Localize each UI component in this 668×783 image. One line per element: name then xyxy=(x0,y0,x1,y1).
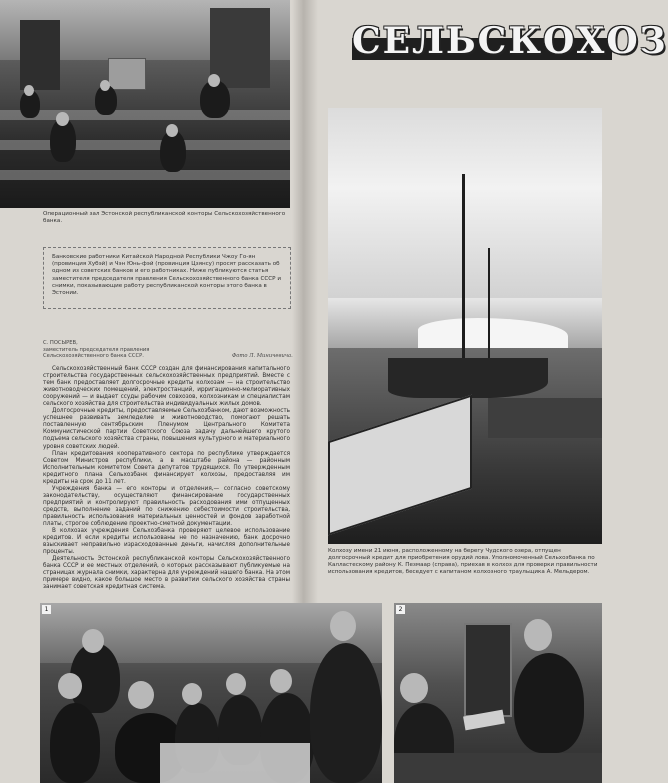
article-paragraph: План кредитования кооперативного сектора по республике утверждается Советом Министров республики, а в масштабе района — районным Исполнительным комитетом Совета депутатов трудящихся. По утвержденным кредитного плана Сельхозбанк финансирует колхозы, предоставляя им кредиты на срок до 11 лет. xyxy=(43,450,290,485)
bank-meeting-photo xyxy=(40,603,382,783)
headline: СЕЛЬСКОХОЗ xyxy=(352,20,668,62)
article-paragraph: В колхозах учреждения Сельхозбанка проверяют целевое использование кредитов. И если кредиты использованы не по назначению, банк досрочно взыскивает неправильно израсходованные деньги, начисляя дополнительные проценты. xyxy=(43,528,290,556)
photo-number-badge: 1 xyxy=(42,605,51,614)
article-paragraph: Долгосрочные кредиты, предоставляемые Сельхозбанком, дают возможность успешнее развивать земледелие и животноводство, помогают решать поставленную сентябрьским Пленумом Центрального Комитета Коммунистической партии Советского Союза задачу дальнейшего крутого подъема сельского хозяйства страны, повышения культурного и материального уровня советских людей. xyxy=(43,408,290,450)
article-paragraph: Сельскохозяйственный банк СССР создан для финансирования капитального строительства государственных сельскохозяйственных предприятий. Вместе с тем банк предоставляет долгосрочные кредиты колхозам — на строительство животноводческих помещений, электростанций, ирригационно-мелиоративных сооружений — и выдает ссуды рабочим совхозов, колхозникам и специалистам сельского хозяйства для строительства индивидуальных жилых домов. xyxy=(43,366,290,408)
article-paragraph: Деятельность Эстонской республиканской конторы Сельскохозяйственного банка СССР и ее местных отделений, о которых рассказывают публикуемые на страницах журнала снимки, характерна для учреждений нашего банка. На этом примере видно, какое большое место в развитии сельского хозяйства страны занимает советская кредитная система. xyxy=(43,556,290,591)
lake-boat-photo xyxy=(328,108,602,544)
author-name: С. ПОСЫРЕВ, xyxy=(43,340,78,346)
photo-credit: Фото Л. Миничевича. xyxy=(232,353,293,359)
author-title: заместитель председателя правления Сельскохозяйственного банка СССР. xyxy=(43,346,150,359)
article-body xyxy=(43,366,290,592)
office-photo xyxy=(0,0,290,208)
article-paragraph: Учреждения банка — его конторы и отделения,— согласно советскому законодательству, осуществляют финансирование государственных предприятий и контролируют правильность расходования ими отпущенных средств, выполнение заданий по снижению себестоимости строительства, правильность использования материальных ценностей и фондов заработной платы, строгое соблюдение проектно-сметной документации. xyxy=(43,485,290,528)
bank-counter-photo xyxy=(394,603,602,783)
office-photo-caption: Операционный зал Эстонской республиканской конторы Сельскохозяйственного банка. xyxy=(43,211,286,224)
intro-box: Банковские работники Китайской Народной Республики Чжоу Го-ян (провинция Хубэй) и Чэн Юнь-фэй (провинция Цзянсу) просят рассказать об одном из советских банков и его работниках. Ниже публикуются статья заместителя председателя правления Сельскохозяйственного банка СССР и снимки, показывающие работу республиканской конторы этого банка в Эстонии. xyxy=(43,247,291,309)
lake-photo-caption: Колхозу имени 21 июня, расположенному на берегу Чудского озера, отпущен долгосрочный кредит для приобретения орудий лова. Уполномоченный Сельхозбанка по Калластескому району К. Пезмаар (справа), приехав в колхоз для проверки правильности использования кредитов, беседует с капитаном колхозного траульщика А. Мельдером. xyxy=(328,548,598,575)
photo-number-badge: 2 xyxy=(396,605,405,614)
